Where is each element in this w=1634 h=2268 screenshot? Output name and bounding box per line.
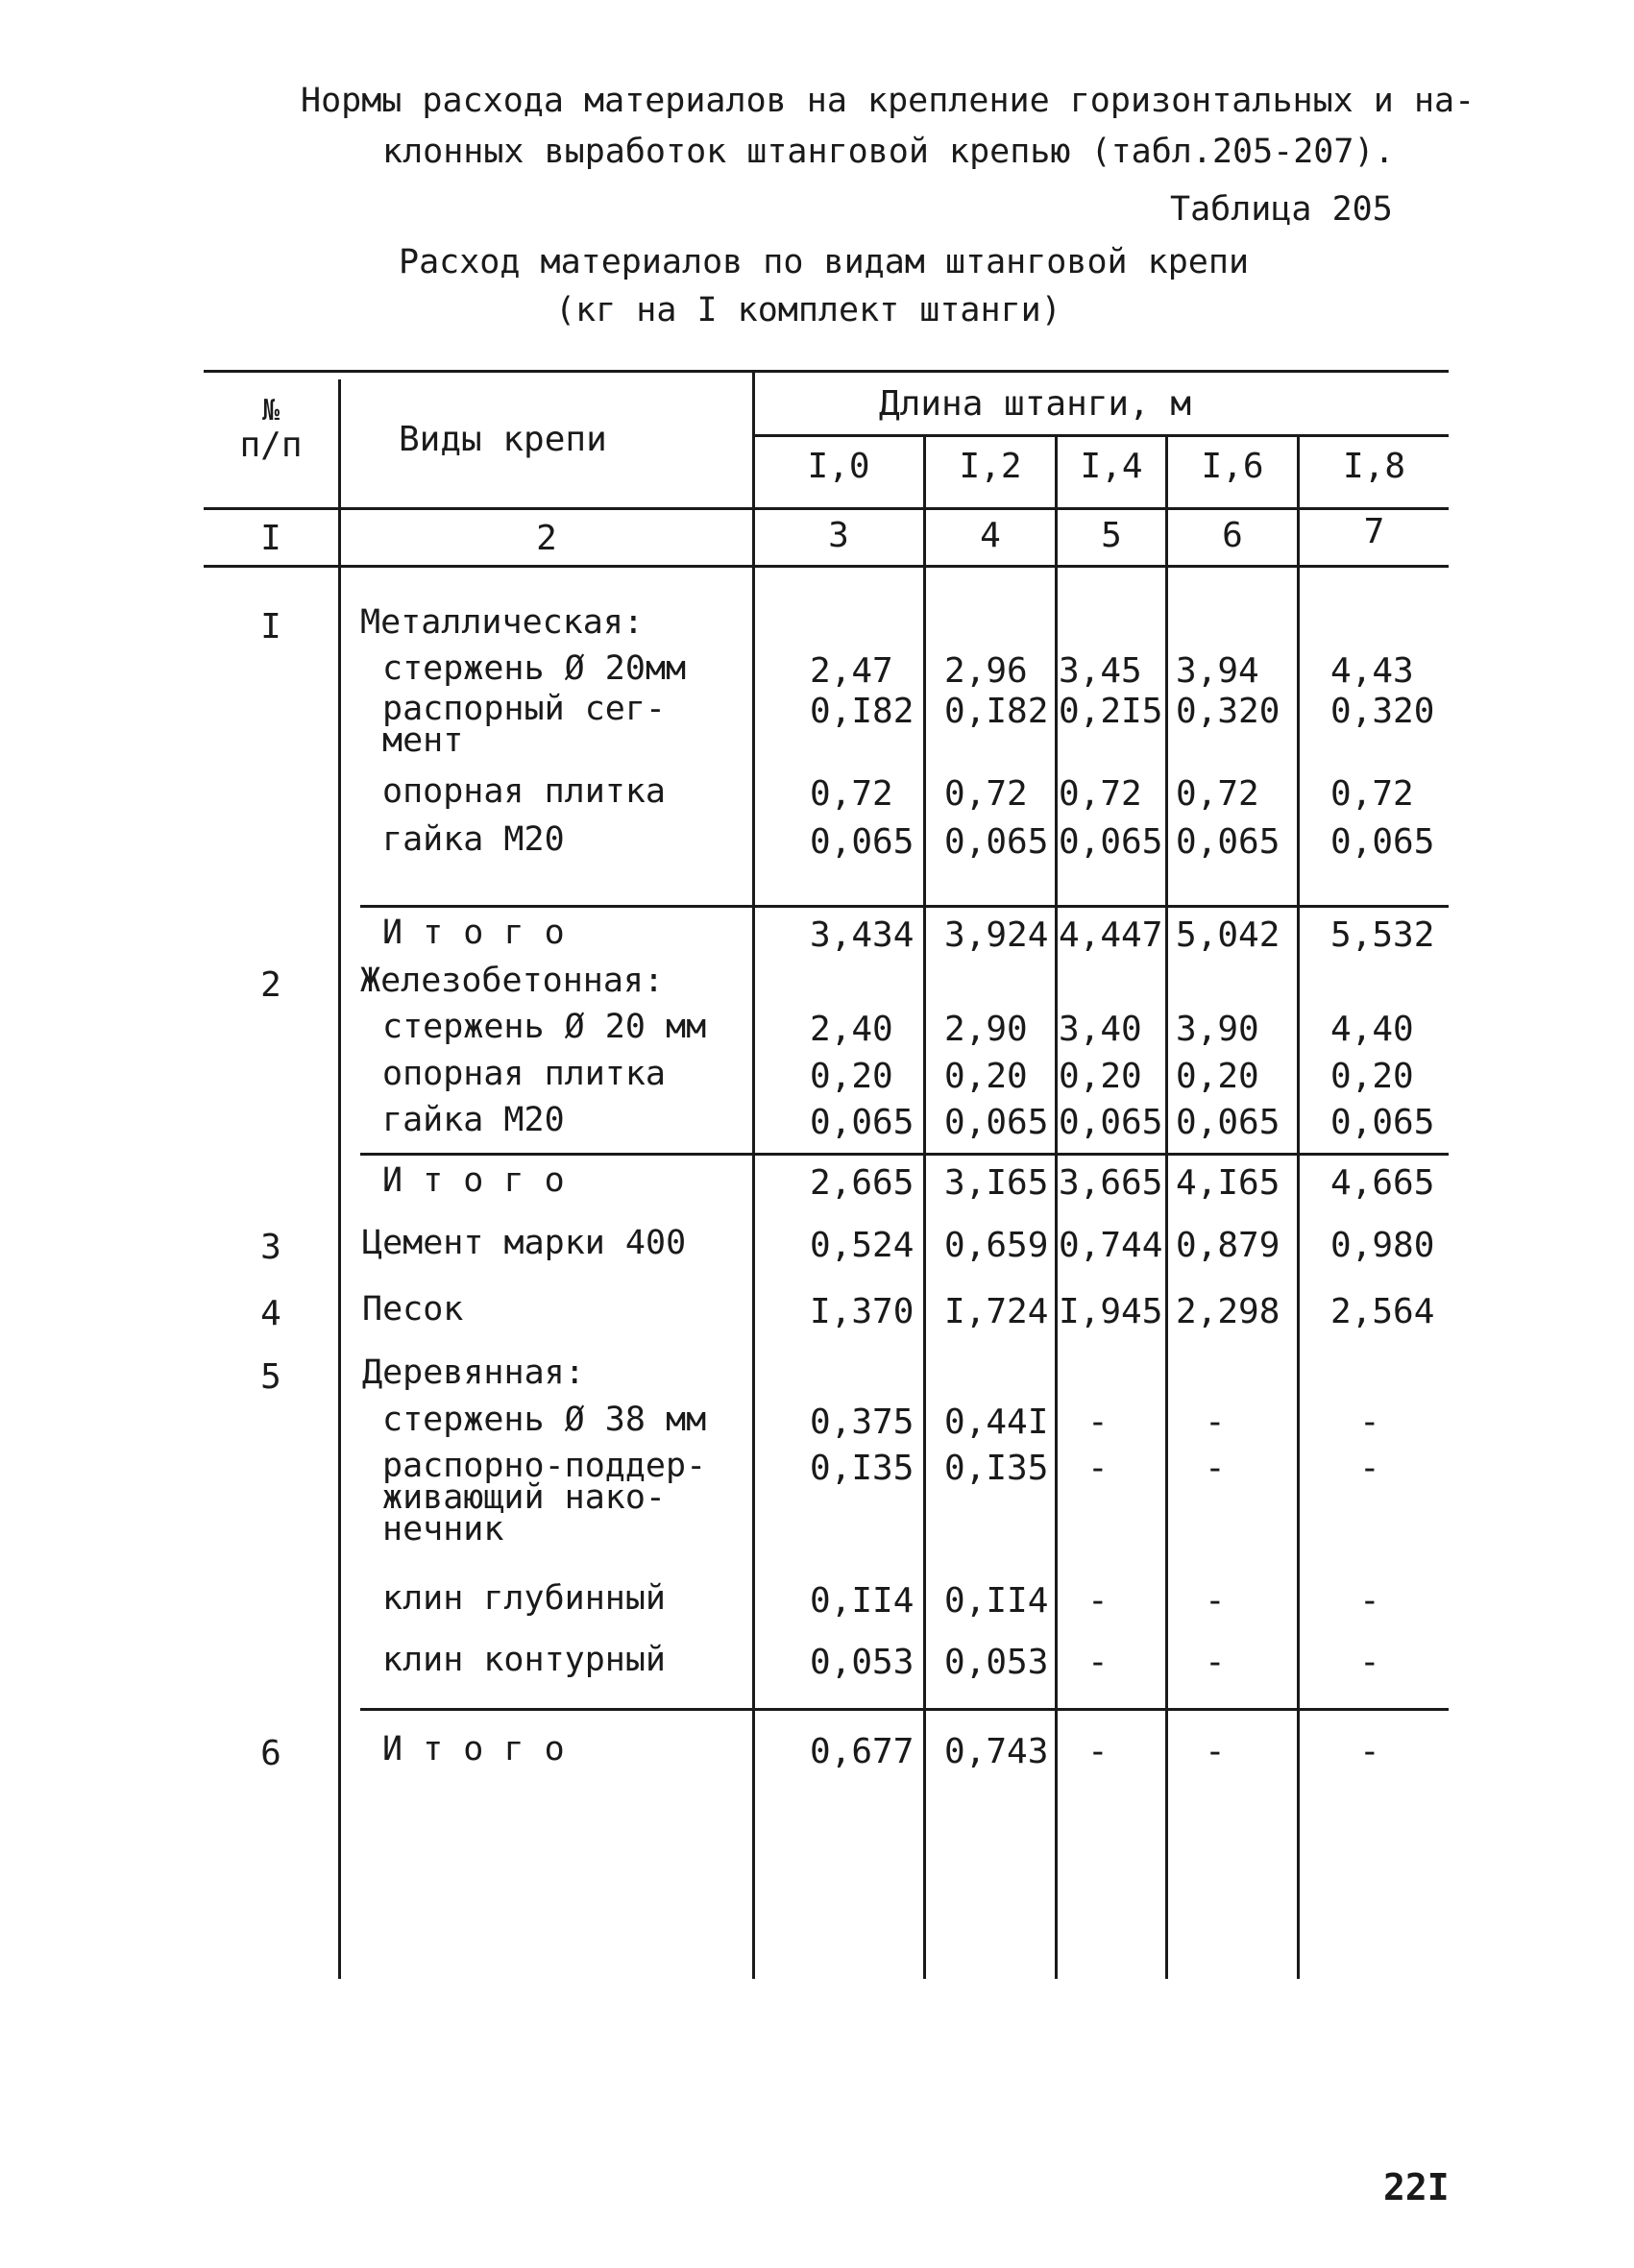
row-label: стержень Ø 38 мм (382, 1401, 707, 1439)
col-index-6: 6 (1222, 516, 1243, 555)
row-value-col-3: 2,665 (810, 1163, 915, 1203)
row-value-col-7: 0,980 (1330, 1226, 1435, 1265)
col-divider-6 (1297, 434, 1300, 1979)
row-value-col-7: 0,72 (1330, 774, 1414, 814)
col-index-7: 7 (1363, 512, 1385, 551)
row-value-col-6: - (1205, 1643, 1226, 1682)
table-number: Таблица 205 (1170, 190, 1393, 229)
row-value-col-7: 0,320 (1330, 692, 1435, 731)
row-label: опорная плитка (382, 772, 667, 811)
row-value-col-4: 0,053 (944, 1643, 1049, 1682)
row-number: 2 (260, 965, 281, 1005)
row-value-col-3: 0,375 (810, 1402, 915, 1442)
row-value-col-4: 0,I82 (944, 692, 1049, 731)
row-value-col-6: - (1205, 1449, 1226, 1488)
row-value-col-3: 0,I35 (810, 1449, 915, 1488)
row-value-col-3: 0,20 (810, 1057, 893, 1096)
header-type: Виды крепи (399, 420, 607, 459)
row-label: Цемент марки 400 (362, 1224, 687, 1262)
col-divider-5 (1165, 434, 1168, 1979)
header-length-4: I,6 (1201, 447, 1264, 486)
col-index-2: 2 (536, 519, 557, 558)
row-value-col-3: 0,053 (810, 1643, 915, 1682)
row-value-col-4: 0,II4 (944, 1581, 1049, 1621)
row-value-col-7: 0,065 (1330, 822, 1435, 862)
row-value-col-4: 0,I35 (944, 1449, 1049, 1488)
row-value-col-6: - (1205, 1402, 1226, 1442)
row-value-col-5: 4,447 (1059, 915, 1163, 955)
row-value-col-3: 0,065 (810, 822, 915, 862)
row-value-col-4: 3,I65 (944, 1163, 1049, 1203)
col-index-1: I (260, 519, 281, 558)
col-divider-2 (752, 370, 755, 1979)
page-number: 22I (1383, 2166, 1450, 2208)
row-value-col-4: 0,20 (944, 1057, 1028, 1096)
subtotal-rule-3 (360, 1708, 1449, 1711)
row-label: распорно-поддер- живающий нако- нечник (382, 1447, 707, 1549)
row-label: распорный сег- мент (382, 690, 667, 760)
row-value-col-5: 3,45 (1059, 651, 1142, 691)
row-value-col-6: - (1205, 1732, 1226, 1771)
row-value-col-5: - (1087, 1732, 1109, 1771)
row-value-col-4: 2,90 (944, 1010, 1028, 1049)
row-value-col-3: 0,72 (810, 774, 893, 814)
row-value-col-5: - (1087, 1581, 1109, 1621)
row-value-col-6: 2,298 (1176, 1292, 1280, 1331)
row-value-col-4: 0,659 (944, 1226, 1049, 1265)
header-length-1: I,0 (807, 447, 870, 486)
row-label: Металлическая: (360, 603, 645, 642)
row-value-col-5: - (1087, 1402, 1109, 1442)
row-value-col-3: 0,065 (810, 1103, 915, 1142)
intro-line-1: Нормы расхода материалов на крепление горизонтальных и на- (301, 82, 1475, 120)
col-divider-3 (923, 434, 926, 1979)
row-number: 5 (260, 1357, 281, 1397)
row-value-col-7: - (1359, 1732, 1380, 1771)
row-value-col-6: 0,20 (1176, 1057, 1259, 1096)
row-value-col-5: 0,20 (1059, 1057, 1142, 1096)
row-value-col-7: - (1359, 1449, 1380, 1488)
row-value-col-6: 0,72 (1176, 774, 1259, 814)
row-label: клин контурный (382, 1641, 667, 1679)
row-value-col-5: 0,72 (1059, 774, 1142, 814)
row-label: Песок (362, 1290, 464, 1329)
subtotal-rule-1 (360, 905, 1449, 908)
row-value-col-6: - (1205, 1581, 1226, 1621)
row-value-col-5: 0,065 (1059, 822, 1163, 862)
row-value-col-4: 3,924 (944, 915, 1049, 955)
row-value-col-4: 2,96 (944, 651, 1028, 691)
row-value-col-7: 2,564 (1330, 1292, 1435, 1331)
header-bottom-rule (204, 507, 1449, 510)
row-value-col-7: - (1359, 1581, 1380, 1621)
header-length-3: I,4 (1080, 447, 1143, 486)
row-number: 6 (260, 1734, 281, 1773)
table-title-line-1: Расход материалов по видам штанговой крепи (399, 243, 1250, 281)
header-length-5: I,8 (1342, 447, 1406, 486)
header-length-group: Длина штанги, м (879, 384, 1192, 424)
row-value-col-5: 3,665 (1059, 1163, 1163, 1203)
index-row-rule (204, 565, 1449, 568)
header-length-2: I,2 (959, 447, 1022, 486)
row-value-col-6: 5,042 (1176, 915, 1280, 955)
row-value-col-7: 0,065 (1330, 1103, 1435, 1142)
row-value-col-6: 3,90 (1176, 1010, 1259, 1049)
row-number: 3 (260, 1228, 281, 1267)
header-num-line-1: № (261, 394, 280, 427)
row-value-col-5: 0,065 (1059, 1103, 1163, 1142)
row-value-col-4: 0,743 (944, 1732, 1049, 1771)
col-divider-4 (1055, 434, 1058, 1979)
row-label: опорная плитка (382, 1055, 667, 1093)
row-value-col-7: 0,20 (1330, 1057, 1414, 1096)
row-label: стержень Ø 20мм (382, 649, 687, 688)
row-label: И т о г о (382, 1161, 565, 1200)
col-divider-1 (338, 379, 341, 1979)
row-value-col-3: 0,II4 (810, 1581, 915, 1621)
row-value-col-5: 0,2I5 (1059, 692, 1163, 731)
row-value-col-4: I,724 (944, 1292, 1049, 1331)
row-value-col-3: 2,40 (810, 1010, 893, 1049)
row-value-col-5: - (1087, 1449, 1109, 1488)
row-value-col-3: 0,524 (810, 1226, 915, 1265)
row-value-col-7: - (1359, 1643, 1380, 1682)
row-value-col-4: 0,44I (944, 1402, 1049, 1442)
row-label: стержень Ø 20 мм (382, 1008, 707, 1046)
row-value-col-3: 0,677 (810, 1732, 915, 1771)
row-label: клин глубинный (382, 1579, 667, 1618)
row-label: Деревянная: (362, 1353, 585, 1392)
row-value-col-5: I,945 (1059, 1292, 1163, 1331)
row-value-col-4: 0,065 (944, 1103, 1049, 1142)
row-value-col-7: 5,532 (1330, 915, 1435, 955)
row-label: Железобетонная: (360, 962, 665, 1000)
col-index-3: 3 (828, 516, 849, 555)
row-value-col-6: 4,I65 (1176, 1163, 1280, 1203)
row-number: 4 (260, 1294, 281, 1333)
row-value-col-5: 3,40 (1059, 1010, 1142, 1049)
row-value-col-3: 3,434 (810, 915, 915, 955)
row-value-col-6: 0,065 (1176, 822, 1280, 862)
intro-line-2: клонных выработок штанговой крепью (табл.205-207). (382, 133, 1395, 171)
row-value-col-3: I,370 (810, 1292, 915, 1331)
header-num-line-2: п/п (239, 426, 303, 465)
col-index-5: 5 (1101, 516, 1122, 555)
row-number: I (260, 607, 281, 646)
row-value-col-6: 0,320 (1176, 692, 1280, 731)
row-label: гайка М20 (382, 1101, 565, 1139)
row-value-col-7: - (1359, 1402, 1380, 1442)
row-value-col-6: 0,065 (1176, 1103, 1280, 1142)
row-value-col-3: 2,47 (810, 651, 893, 691)
row-label: И т о г о (382, 914, 565, 952)
subtotal-rule-2 (360, 1153, 1449, 1156)
row-value-col-7: 4,43 (1330, 651, 1414, 691)
row-value-col-6: 0,879 (1176, 1226, 1280, 1265)
row-value-col-5: 0,744 (1059, 1226, 1163, 1265)
length-subheader-rule (754, 434, 1449, 437)
row-value-col-6: 3,94 (1176, 651, 1259, 691)
row-value-col-5: - (1087, 1643, 1109, 1682)
row-value-col-4: 0,72 (944, 774, 1028, 814)
col-index-4: 4 (980, 516, 1001, 555)
row-value-col-3: 0,I82 (810, 692, 915, 731)
row-value-col-4: 0,065 (944, 822, 1049, 862)
row-label: гайка М20 (382, 820, 565, 859)
table-top-rule (204, 370, 1449, 373)
row-value-col-7: 4,40 (1330, 1010, 1414, 1049)
row-value-col-7: 4,665 (1330, 1163, 1435, 1203)
table-title-line-2: (кг на I комплект штанги) (555, 291, 1061, 329)
row-label: И т о г о (382, 1730, 565, 1768)
